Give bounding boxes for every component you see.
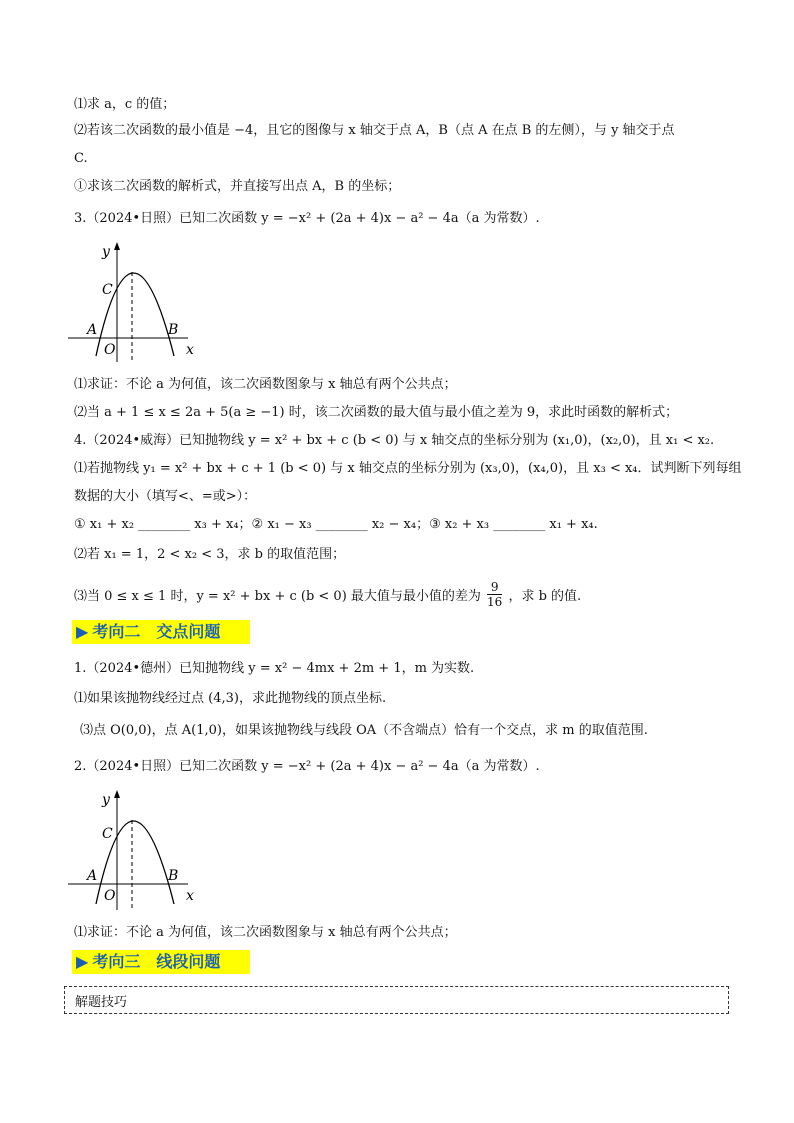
section-heading-label: 考向三 线段问题 <box>92 952 221 971</box>
question-part-1: ⑴求 a，c 的值； <box>74 97 176 112</box>
point-a-label: A <box>87 868 98 884</box>
question-part-2-cont: C. <box>74 151 88 166</box>
question-subpart-1: ①求该二次函数的解析式，并直接写出点 A，B 的坐标； <box>74 179 401 194</box>
problem-1-part-1: ⑴如果该抛物线经过点 (4,3)，求此抛物线的顶点坐标. <box>74 691 387 706</box>
solution-tips-box <box>64 986 729 1014</box>
problem-3-part-1: ⑴求证：不论 a 为何值，该二次函数图象与 x 轴总有两个公共点； <box>74 377 457 392</box>
problem-2-part-1: ⑴求证：不论 a 为何值，该二次函数图象与 x 轴总有两个公共点； <box>74 925 457 940</box>
y-axis-label: y <box>102 244 110 260</box>
problem-2-heading: 2.（2024•日照）已知二次函数 y = −x² + (2a + 4)x − a² − 4a（a 为常数）. <box>74 759 540 774</box>
origin-label: O <box>104 342 116 358</box>
problem-4-part-1: ⑴若抛物线 y₁ = x² + bx + c + 1 (b < 0) 与 x 轴交点的坐标分别为 (x₃,0)，(x₄,0)，且 x₃ < x₄．试判断下列每组 <box>74 461 742 476</box>
problem-4-part-3-text: ⑶当 0 ≤ x ≤ 1 时，y = x² + bx + c (b < 0) 最大值与最小值的差为 <box>74 589 481 604</box>
section-heading-intersection <box>72 620 250 644</box>
fraction-nine-sixteenths <box>487 580 502 609</box>
fraction-numerator: 9 <box>487 580 502 595</box>
play-arrow-icon: ▶ <box>76 952 89 971</box>
problem-1-part-3: ⑶点 O(0,0)，点 A(1,0)，如果该抛物线与线段 OA（不含端点）恰有一个交点，求 m 的取值范围. <box>80 723 648 738</box>
problem-3-part-2: ⑵当 a + 1 ≤ x ≤ 2a + 5(a ≥ −1) 时，该二次函数的最大值与最小值之差为 9，求此时函数的解析式； <box>74 405 679 420</box>
problem-4-heading: 4.（2024•威海）已知抛物线 y = x² + bx + c (b < 0) 与 x 轴交点的坐标分别为 (x₁,0)，(x₂,0)，且 x₁ < x₂. <box>74 433 715 448</box>
problem-1-heading: 1.（2024•德州）已知抛物线 y = x² − 4mx + 2m + 1，m 为实数. <box>74 661 475 676</box>
play-arrow-icon: ▶ <box>76 622 89 641</box>
problem-4-part-1-cont: 数据的大小（填写<、=或>）： <box>74 489 257 504</box>
fraction-denominator: 16 <box>487 595 503 609</box>
point-a-label: A <box>87 322 98 338</box>
point-b-label: B <box>168 322 179 338</box>
problem-4-comparisons: ① x₁ + x₂ ________ x₃ + x₄；② x₁ − x₃ ________ x₂ − x₄；③ x₂ + x₃ ________ x₁ + x₄. <box>74 517 598 532</box>
parabola-graph-2 <box>68 788 198 912</box>
y-axis-label: y <box>102 792 110 808</box>
problem-4-part-3 <box>74 582 581 611</box>
x-axis-label: x <box>186 342 194 358</box>
x-axis-label: x <box>186 888 194 904</box>
problem-4-part-2: ⑵若 x₁ = 1，2 < x₂ < 3，求 b 的取值范围； <box>74 547 346 562</box>
origin-label: O <box>104 888 116 904</box>
point-c-label: C <box>102 282 113 298</box>
problem-3-heading: 3.（2024•日照）已知二次函数 y = −x² + (2a + 4)x − a² − 4a（a 为常数）. <box>74 211 540 226</box>
section-heading-label: 考向二 交点问题 <box>92 622 221 641</box>
question-part-2: ⑵若该二次函数的最小值是 −4，且它的图像与 x 轴交于点 A，B（点 A 在点 B 的左侧），与 y 轴交于点 <box>74 123 675 138</box>
point-b-label: B <box>168 868 179 884</box>
point-c-label: C <box>102 826 113 842</box>
problem-4-part-3-end: ，求 b 的值. <box>508 589 582 604</box>
parabola-graph-1 <box>68 240 198 364</box>
section-heading-segment <box>72 950 250 974</box>
solution-tips-label: 解题技巧 <box>75 995 128 1010</box>
